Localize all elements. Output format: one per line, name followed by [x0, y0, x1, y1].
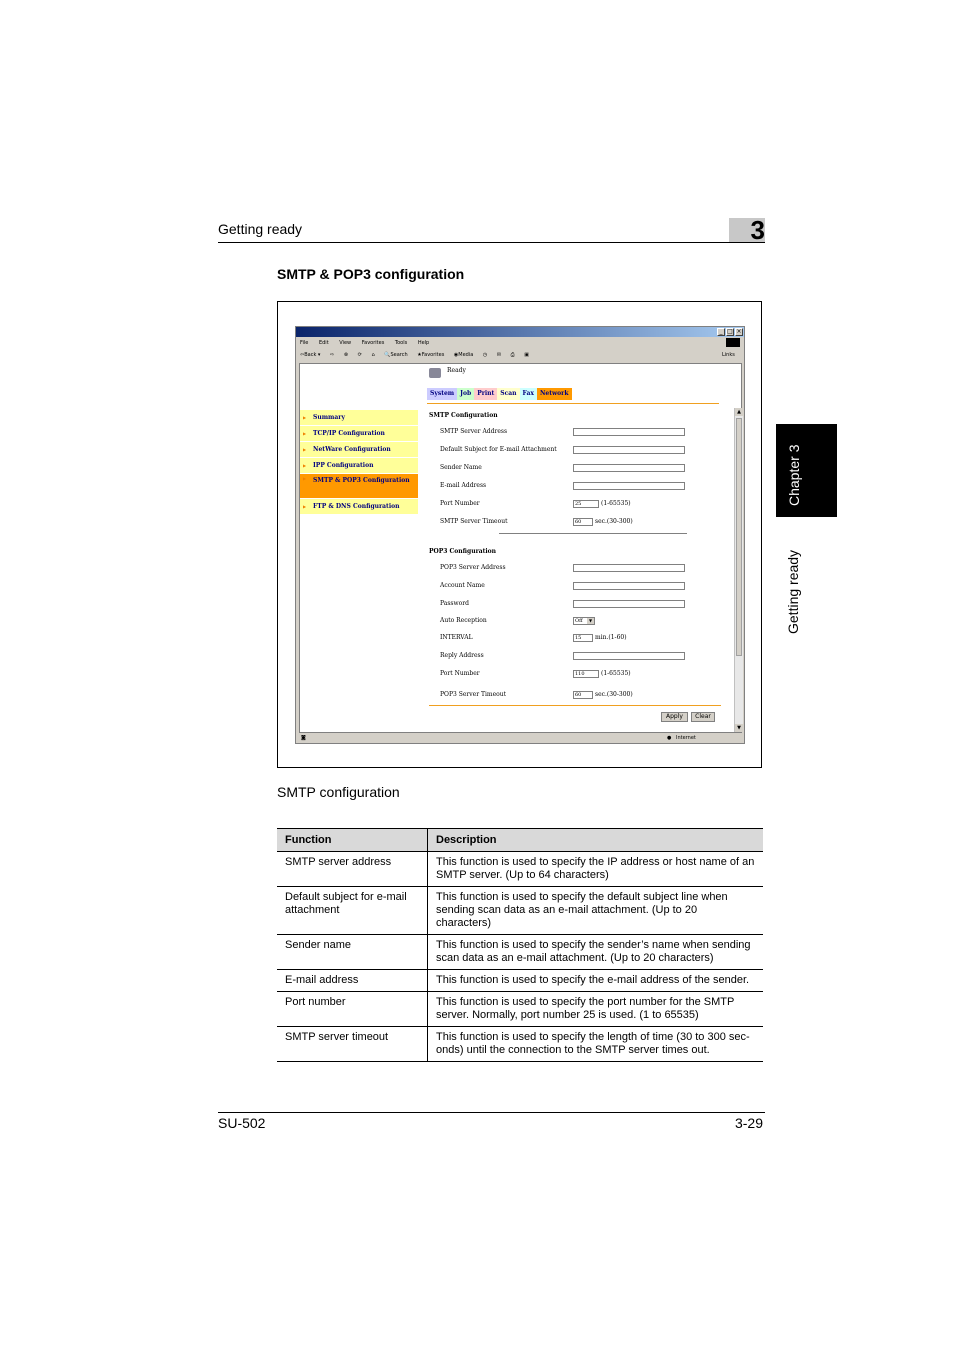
pop3-port-input[interactable]: 110 [573, 670, 599, 678]
globe-icon: ● [667, 735, 672, 741]
header-function: Function [277, 829, 428, 852]
status-zone: Internet [676, 735, 696, 741]
nav-netware[interactable]: ▶ NetWare Configuration [300, 442, 418, 457]
row-description: This function is used to specify the length of time (30 to 300 sec-onds) until the connection to the SMTP server times out. [428, 1027, 764, 1062]
clear-button[interactable]: Clear [691, 712, 715, 722]
table-row [277, 935, 763, 970]
section-title: SMTP & POP3 configuration [277, 266, 465, 282]
default-subject-label: Default Subject for E-mail Attachment [440, 446, 557, 453]
row-function: Sender name [277, 935, 428, 970]
account-name-label: Account Name [440, 582, 485, 589]
auto-reception-value: Off [575, 618, 583, 624]
sender-name-input[interactable] [573, 464, 685, 472]
smtp-port-input[interactable]: 25 [573, 500, 599, 508]
table-row [277, 852, 763, 887]
row-function: SMTP server address [277, 852, 428, 887]
stop-icon[interactable]: ⊗ [343, 352, 349, 358]
search-button[interactable]: 🔍Search [384, 352, 408, 358]
windows-logo-icon [726, 338, 740, 347]
row-description: This function is used to specify the e-mail address of the sender. [428, 970, 764, 992]
nav-summary[interactable]: ▶ Summary [300, 410, 418, 425]
side-nav [300, 410, 418, 515]
links-label[interactable]: Links [722, 352, 735, 358]
browser-window [295, 326, 745, 744]
account-name-input[interactable] [573, 582, 685, 590]
tab-fax[interactable]: Fax [520, 388, 537, 400]
menu-tools[interactable]: Tools [394, 340, 408, 346]
forward-icon[interactable]: ⇨ [330, 352, 335, 358]
side-tab-chapter-label: Chapter 3 [786, 444, 802, 506]
pop3-timeout-range: sec.(30-300) [595, 691, 633, 698]
menu-bar [300, 338, 438, 348]
smtp-server-address-input[interactable] [573, 428, 685, 436]
table-row [277, 970, 763, 992]
row-description: This function is used to specify the default subject line when sending scan data as an e-mail attachment. (Up to 20 characters) [428, 887, 764, 935]
pop3-server-address-input[interactable] [573, 564, 685, 572]
nav-smtp-pop3[interactable]: ▶ SMTP & POP3 Configuration [300, 474, 418, 498]
row-function: Default subject for e-mail attachment [277, 887, 428, 935]
auto-reception-select[interactable] [573, 617, 595, 625]
footer-model: SU-502 [218, 1115, 266, 1131]
figure-caption: SMTP configuration [277, 784, 400, 800]
smtp-port-label: Port Number [440, 500, 480, 507]
auto-reception-label: Auto Reception [440, 617, 487, 624]
home-icon[interactable]: ⌂ [371, 352, 375, 358]
table-row [277, 887, 763, 935]
chapter-number: 3 [750, 215, 765, 245]
category-tabs [427, 388, 572, 400]
history-icon[interactable]: ◷ [482, 352, 488, 358]
nav-ftp-dns[interactable]: ▶ FTP & DNS Configuration [300, 499, 418, 514]
header-description: Description [428, 829, 764, 852]
refresh-icon[interactable]: ⟳ [357, 352, 362, 358]
scroll-thumb[interactable] [736, 418, 742, 656]
close-icon[interactable]: × [736, 328, 742, 335]
pop3-server-address-label: POP3 Server Address [440, 564, 506, 571]
tab-job[interactable]: Job [457, 388, 474, 400]
menu-favorites[interactable]: Favorites [361, 340, 385, 346]
pop3-timeout-label: POP3 Server Timeout [440, 691, 507, 698]
edit-icon[interactable]: ▣ [524, 352, 530, 358]
smtp-port-range: (1-65535) [601, 500, 631, 507]
form-bottom-rule [429, 705, 721, 706]
mail-icon[interactable]: ✉ [496, 352, 502, 358]
minimize-icon[interactable]: _ [717, 328, 725, 336]
nav-tcpip[interactable]: ▶ TCP/IP Configuration [300, 426, 418, 441]
page-icon: ◙ [301, 735, 306, 741]
menu-view[interactable]: View [339, 340, 352, 346]
side-tab-chapter [776, 424, 837, 517]
smtp-timeout-range: sec.(30-300) [595, 518, 633, 525]
apply-button[interactable]: Apply [661, 712, 688, 722]
tab-underline [427, 403, 719, 404]
back-button[interactable]: ⇦Back ▾ [300, 352, 321, 358]
email-address-input[interactable] [573, 482, 685, 490]
function-table [277, 828, 763, 1062]
chevron-down-icon: ▼ [588, 618, 593, 623]
password-label: Password [440, 600, 469, 607]
row-function: E-mail address [277, 970, 428, 992]
toolbar [300, 350, 537, 360]
menu-edit[interactable]: Edit [318, 340, 329, 346]
email-address-label: E-mail Address [440, 482, 487, 489]
tab-scan[interactable]: Scan [497, 388, 519, 400]
scroll-down-icon[interactable]: ▼ [735, 724, 743, 732]
tab-network[interactable]: Network [537, 388, 572, 400]
footer-page-number: 3-29 [734, 1115, 763, 1131]
running-header-title: Getting ready [218, 221, 303, 237]
print-icon[interactable]: ⎙ [510, 352, 515, 358]
smtp-timeout-input[interactable]: 60 [573, 518, 593, 526]
table-row [277, 992, 763, 1027]
pop3-heading: POP3 Configuration [429, 548, 497, 555]
maximize-icon[interactable]: □ [727, 328, 733, 335]
page-content [299, 363, 742, 733]
side-tab-section-label: Getting ready [785, 549, 801, 634]
row-function: SMTP server timeout [277, 1027, 428, 1062]
interval-label: INTERVAL [440, 634, 473, 641]
reply-address-label: Reply Address [440, 652, 484, 659]
interval-range: min.(1-60) [595, 634, 627, 641]
pop3-timeout-input[interactable]: 60 [573, 691, 593, 699]
footer-rule [218, 1112, 765, 1113]
row-description: This function is used to specify the port number for the SMTP server. Normally, port number 25 is used. (1 to 65535) [428, 992, 764, 1027]
table-row [277, 1027, 763, 1062]
favorites-button[interactable]: ★Favorites [417, 352, 445, 358]
vertical-scrollbar[interactable] [734, 408, 743, 732]
table-header-row [277, 829, 763, 852]
status-bar [299, 734, 742, 743]
media-button[interactable]: ◉Media [453, 352, 474, 358]
reply-address-input[interactable] [573, 652, 685, 660]
device-status: Ready [447, 367, 466, 374]
tab-system[interactable]: System [427, 388, 457, 400]
pop3-port-label: Port Number [440, 670, 480, 677]
row-description: This function is used to specify the sender’s name when sending scan data as an e-mail attachment. (Up to 20 characters) [428, 935, 764, 970]
row-description: This function is used to specify the IP address or host name of an SMTP server. (Up to 64 characters) [428, 852, 764, 887]
default-subject-input[interactable] [573, 446, 685, 454]
printer-icon [429, 368, 441, 378]
pop3-port-range: (1-65535) [601, 670, 631, 677]
sender-name-label: Sender Name [440, 464, 482, 471]
tab-print[interactable]: Print [474, 388, 497, 400]
password-input[interactable] [573, 600, 685, 608]
menu-help[interactable]: Help [417, 340, 430, 346]
header-rule [218, 242, 765, 243]
nav-ipp[interactable]: ▶ IPP Configuration [300, 458, 418, 473]
section-divider [499, 533, 687, 534]
scroll-up-icon[interactable]: ▲ [735, 408, 743, 416]
smtp-server-address-label: SMTP Server Address [440, 428, 508, 435]
interval-input[interactable]: 15 [573, 634, 593, 642]
smtp-heading: SMTP Configuration [429, 412, 498, 419]
menu-file[interactable]: File [300, 340, 309, 346]
title-bar [296, 327, 744, 337]
row-function: Port number [277, 992, 428, 1027]
smtp-timeout-label: SMTP Server Timeout [440, 518, 508, 525]
